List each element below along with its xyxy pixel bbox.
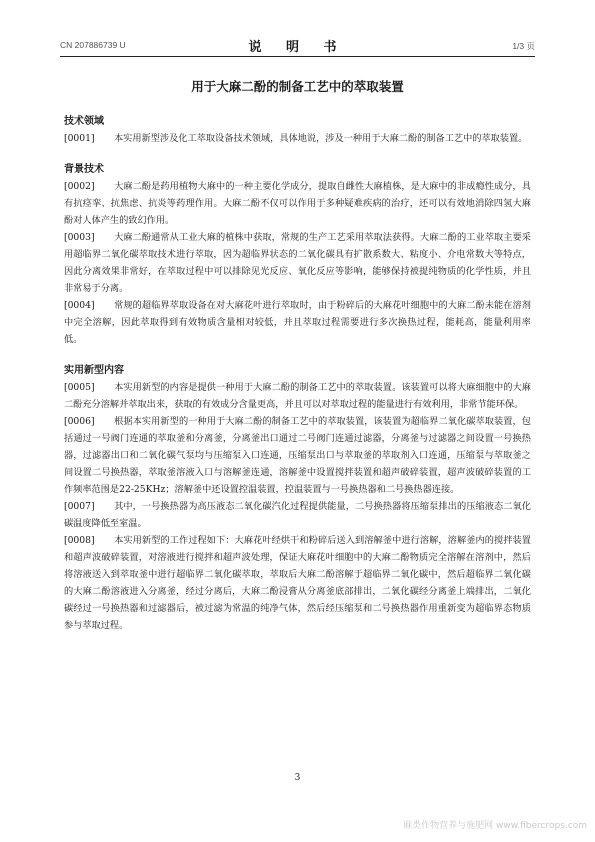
- document-body: [64, 66, 531, 634]
- paragraph-text: 其中，一号换热器为高压液态二氧化碳汽化过程提供能量，二号换热器将压缩泵排出的压缩液态二氧化碳温度降低至室温。: [64, 501, 531, 529]
- paragraph-number: [0006]: [64, 416, 95, 427]
- paragraph-number: [0008]: [64, 535, 95, 546]
- paragraph-number: [0001]: [64, 133, 95, 144]
- header-rule: [60, 56, 535, 57]
- patent-number: CN 207886739 U: [60, 40, 126, 50]
- paragraph-0006: [64, 413, 531, 498]
- paragraph-text: 本实用新型的工作过程如下：大麻花叶经烘干和粉碎后送入到溶解釜中进行溶解，溶解釜内的搅拌装置和超声波破碎装置，对溶液进行搅拌和超声波处理，保证大麻花叶细胞中的大麻二酚物质完全溶解在溶剂中，然后将溶液送入到萃取釜中进行超临界二氧化碳萃取，萃取后大麻二酚溶解于超临界二氧化碳中，然后超临界二氧化碳的大麻二酚溶液进入分离釜，经过分离后，大麻二酚浸膏从分离釜底部排出，二氧化碳经分离釜上端排出，二氧化碳经过一号换热器和过滤器后，被过滤为常温的纯净气体，然后经压缩泵和二号换热器作用重新变为超临界态物质参与萃取过程。: [64, 535, 531, 631]
- section-heading-content: 实用新型内容: [64, 365, 124, 376]
- paragraph-text: 本实用新型涉及化工萃取设备技术领域，具体地说，涉及一种用于大麻二酚的制备工艺中的萃取装置。: [114, 133, 528, 144]
- page-header: [60, 36, 535, 56]
- paragraph-text: 常规的超临界萃取设备在对大麻花叶进行萃取时，由于粉碎后的大麻花叶细胞中的大麻二酚未能在溶剂中完全溶解，因此萃取得到有效物质含量相对较低，并且萃取过程需要进行多次换热过程，能耗高，能量利用率低。: [64, 300, 531, 345]
- paragraph-0008: [64, 532, 531, 634]
- paragraph-number: [0004]: [64, 300, 95, 311]
- paragraph-0004: [64, 297, 531, 348]
- paragraph-text: 本实用新型的内容是提供一种用于大麻二酚的制备工艺中的萃取装置。该装置可以将大麻细胞中的大麻二酚充分溶解并萃取出来，获取的有效成分含量更高，并且可以对萃取过程的能量进行有效利用，非常节能环保。: [64, 382, 531, 410]
- watermark: 麻类作物营养与施肥网 www.fibercrops.com: [403, 821, 587, 831]
- document-title: 用于大麻二酚的制备工艺中的萃取装置: [191, 79, 404, 94]
- paragraph-text: 大麻二酚通常从工业大麻的植株中获取，常规的生产工艺采用萃取法获得。大麻二酚的工业萃取主要采用超临界二氧化碳萃取技术进行萃取，因为超临界状态的二氧化碳具有扩散系数大、粘度小、介电常数大等特点，因此分离效果非常好，在萃取过程中可以排除见光反应、氧化反应等影响，能够保持被提纯物质的化学性质，并且非常易于分离。: [64, 232, 531, 294]
- page-indicator: 1/3 页: [512, 41, 535, 51]
- paragraph-0002: [64, 178, 531, 229]
- paragraph-0003: [64, 229, 531, 297]
- paragraph-0001: [64, 130, 531, 147]
- paragraph-number: [0003]: [64, 232, 95, 243]
- paragraph-text: 根据本实用新型的一种用于大麻二酚的制备工艺中的萃取装置，该装置为超临界二氧化碳萃取装置，包括通过一号阀门连通的萃取釜和分离釜，分离釜出口通过二号阀门连通过滤器，分离釜与过滤器之间设置一号换热器，过滤器出口和二氧化碳气泵均与压缩泵入口连通，压缩泵出口与萃取釜的萃取剂入口连通，压缩泵与萃取釜之间设置二号换热器，萃取釜溶液入口与溶解釜连通，溶解釜中设置搅拌装置和超声破碎装置，超声波破碎装置的工作频率范围是22-25KHz；溶解釜中还设置控温装置，控温装置与一号换热器和二号换热器连接。: [64, 416, 531, 495]
- section-heading-background: 背景技术: [64, 164, 104, 175]
- page-number: 3: [294, 773, 301, 783]
- section-heading-tech-field: 技术领域: [64, 116, 104, 127]
- paragraph-number: [0005]: [64, 382, 95, 393]
- paragraph-number: [0007]: [64, 501, 95, 512]
- paragraph-0007: [64, 498, 531, 532]
- document-type: 说 明 书: [248, 40, 347, 55]
- paragraph-0005: [64, 379, 531, 413]
- paragraph-number: [0002]: [64, 181, 95, 192]
- paragraph-text: 大麻二酚是药用植物大麻中的一种主要化学成分，提取自雌性大麻植株，是大麻中的非成瘾性成分，具有抗痉挛、抗焦虑、抗炎等药理作用。大麻二酚不仅可以作用于多种疑难疾病的治疗，还可以有效地消除四氢大麻酚对人体产生的致幻作用。: [64, 181, 531, 226]
